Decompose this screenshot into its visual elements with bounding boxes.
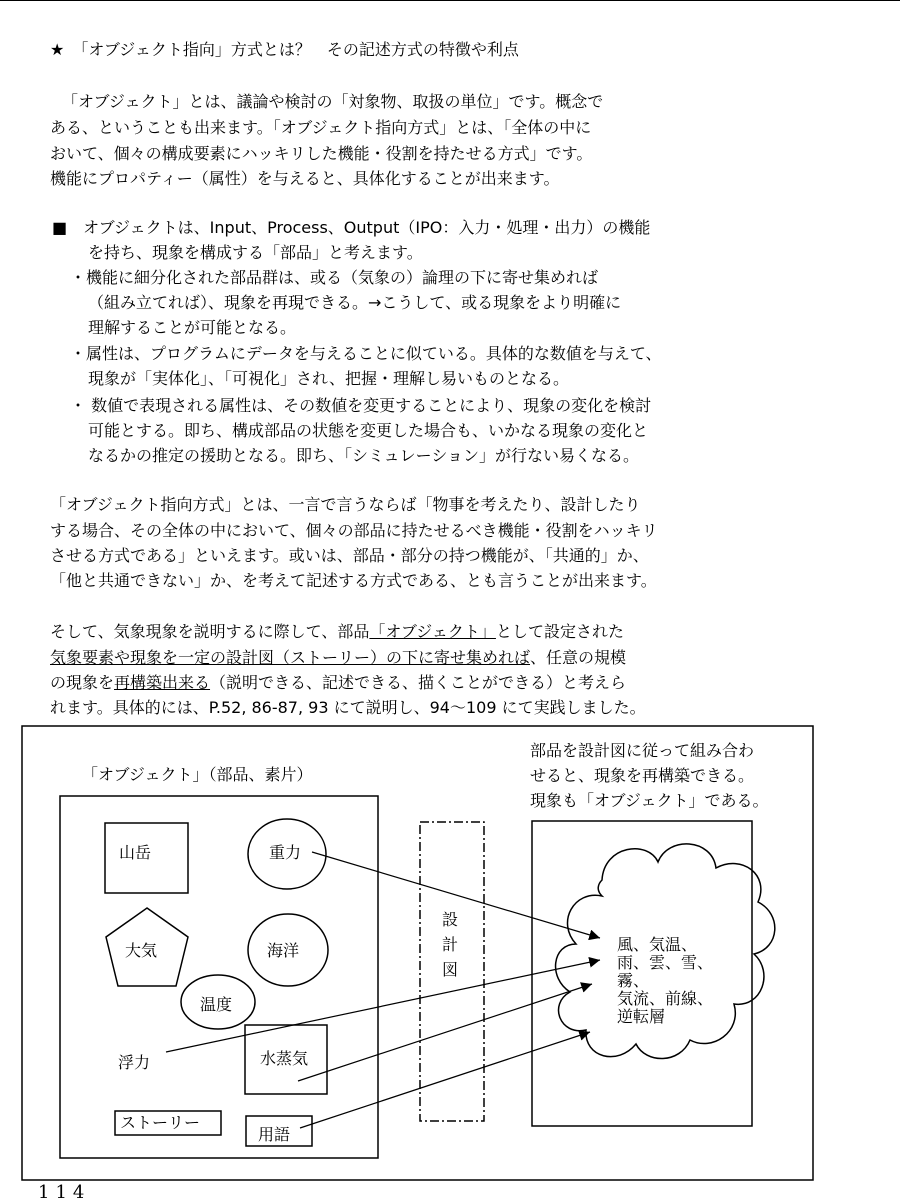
right-heading-line-3: 現象も「オブジェクト」である。 bbox=[530, 791, 769, 810]
bullet-3-line-2: 可能とする。即ち、構成部品の状態を変更した場合も、いかなる現象の変化と bbox=[88, 421, 649, 440]
bullet-2-line-2: 現象が「実体化」、「可視化」され、把握・理解し易いものとなる。 bbox=[88, 369, 569, 388]
gravity-label: 重力 bbox=[269, 843, 302, 862]
blueprint-label-2: 計 bbox=[442, 935, 459, 954]
bullet-2-line-1: ・属性は、プログラムにデータを与えることに似ている。具体的な数値を与えて、 bbox=[70, 344, 662, 363]
ocean-label: 海洋 bbox=[267, 941, 300, 960]
phenomenon-line-1: 風、気温、 bbox=[617, 935, 698, 954]
para2-line-2: する場合、その全体の中において、個々の部品に持たせるべき機能・役割をハッキリ bbox=[50, 521, 658, 540]
atmosphere-label: 大気 bbox=[125, 941, 158, 960]
blueprint-label-1: 設 bbox=[442, 910, 459, 929]
bullet-3-line-1: ・ 数値で表現される属性は、その数値を変更することにより、現象の変化を検討 bbox=[70, 396, 652, 415]
para3-line-1-underlined: 「オブジェクト」 bbox=[369, 622, 496, 641]
bullet-1-line-2: （組み立てれば）、現象を再現できる。→こうして、或る現象をより明確に bbox=[88, 293, 622, 312]
terms-label: 用語 bbox=[258, 1125, 291, 1144]
arrow-vapor bbox=[298, 984, 592, 1081]
intro-line-4: 機能にプロパティー（属性）を与えると、具体化することが出来ます。 bbox=[50, 169, 560, 188]
para3-line-2-b: 、任意の規模 bbox=[530, 648, 627, 667]
para3-line-3-b: （説明できる、記述できる、描くことができる）と考えら bbox=[210, 673, 627, 692]
right-heading-line-1: 部品を設計図に従って組み合わ bbox=[530, 741, 755, 760]
right-heading-line-2: せると、現象を再構築できる。 bbox=[530, 766, 755, 785]
para3-line-1-b: として設定された bbox=[495, 622, 624, 641]
bullet-3-line-3: なるかの推定の援助となる。即ち、「シミュレーション」が行ない易くなる。 bbox=[88, 446, 640, 465]
arrow-terms bbox=[300, 1032, 590, 1128]
phenomenon-line-4: 気流、前線、 bbox=[617, 989, 714, 1008]
para2-line-4: 「他と共通できない」か、を考えて記述する方式である、とも言うことが出来ます。 bbox=[50, 571, 657, 590]
para2-line-1: 「オブジェクト指向方式」とは、一言で言うならば「物事を考えたり、設計したり bbox=[50, 495, 641, 514]
phenomenon-line-5: 逆転層 bbox=[617, 1007, 666, 1026]
point-lead-line-1: ■ オブジェクトは、Input、Process、Output（IPO：入力・処理・出力）の機能 bbox=[52, 218, 651, 237]
page-title: ★ 「オブジェクト指向」方式とは？ その記述方式の特徴や利点 bbox=[50, 40, 519, 59]
phenomenon-line-3: 霧、 bbox=[617, 971, 650, 990]
intro-line-1: 「オブジェクト」とは、議論や検討の「対象物、取扱の単位」です。概念で bbox=[62, 92, 604, 111]
objects-box bbox=[60, 796, 378, 1158]
bullet-1-line-1: ・機能に細分化された部品群は、或る（気象の）論理の下に寄せ集めれば bbox=[70, 268, 599, 287]
para3-line-1-a: そして、気象現象を説明するに際して、部品 bbox=[50, 622, 370, 641]
para3-line-3-a: の現象を bbox=[50, 673, 115, 692]
para3-line-4: れます。具体的には、P.52, 86-87, 93 にて説明し、94～109 にて実践しました。 bbox=[50, 698, 646, 717]
intro-line-3: おいて、個々の構成要素にハッキリした機能・役割を持たせる方式」です。 bbox=[50, 144, 593, 163]
blueprint-label-3: 図 bbox=[442, 960, 459, 979]
story-label: ストーリー bbox=[120, 1113, 201, 1132]
para3-line-3-underlined: 再構築出来る bbox=[114, 673, 211, 692]
point-lead-line-2: を持ち、現象を構成する「部品」と考えます。 bbox=[88, 243, 423, 262]
intro-line-2: ある、ということも出来ます。「オブジェクト指向方式」とは、「全体の中に bbox=[50, 118, 592, 137]
vapor-label: 水蒸気 bbox=[260, 1049, 309, 1068]
temperature-label: 温度 bbox=[200, 995, 233, 1014]
para2-line-3: させる方式である」といえます。或いは、部品・部分の持つ機能が、「共通的」か、 bbox=[50, 546, 649, 565]
mountain-label: 山岳 bbox=[119, 843, 152, 862]
phenomenon-line-2: 雨、雲、雪、 bbox=[617, 953, 714, 972]
para3-line-2-underlined: 気象要素や現象を一定の設計図（ストーリー）の下に寄せ集めれば bbox=[50, 648, 531, 667]
bullet-1-line-3: 理解することが可能となる。 bbox=[88, 318, 297, 337]
objects-heading: 「オブジェクト」（部品、素片） bbox=[82, 765, 313, 784]
page-number: 114 bbox=[38, 1182, 91, 1203]
buoyancy-label: 浮力 bbox=[118, 1053, 151, 1072]
